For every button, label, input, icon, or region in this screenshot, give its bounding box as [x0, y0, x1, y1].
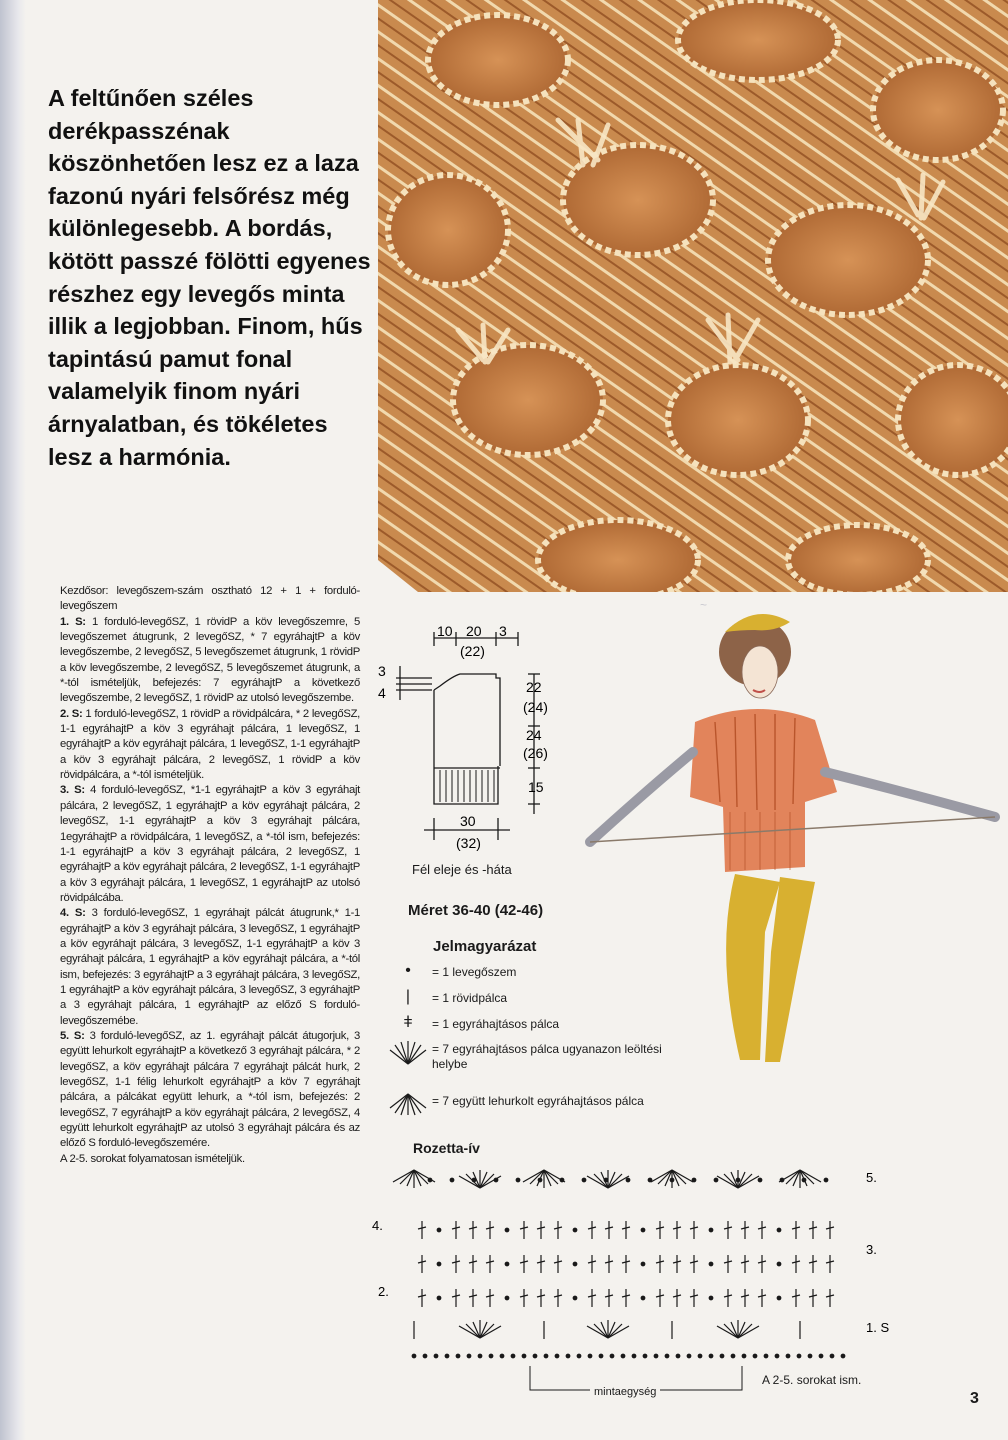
chain-stitch-mark — [437, 1262, 441, 1266]
chain-stitch-mark — [641, 1296, 645, 1300]
chain-stitch-mark — [533, 1354, 537, 1358]
chain-stitch-mark — [516, 1178, 520, 1182]
instructions — [60, 584, 360, 1167]
chain-stitch-mark — [709, 1228, 713, 1232]
legend-text: = 7 együtt lehurkolt egyráhajtásos pálca — [432, 1094, 644, 1108]
chain-stitch-mark — [566, 1354, 570, 1358]
chain-stitch-mark — [731, 1354, 735, 1358]
chain-stitch-mark — [665, 1354, 669, 1358]
chart-row-label-4: 4. — [372, 1218, 383, 1233]
chain-stitch-mark — [588, 1354, 592, 1358]
chain-stitch-mark — [830, 1354, 834, 1358]
chain-stitch-mark — [573, 1296, 577, 1300]
chain-stitch-icon: • — [405, 962, 411, 979]
chain-stitch-mark — [786, 1354, 790, 1358]
row-5 — [60, 1029, 360, 1152]
chain-stitch-mark — [500, 1354, 504, 1358]
row-1 — [60, 615, 360, 707]
chain-stitch-mark — [423, 1354, 427, 1358]
chain-stitch-mark — [764, 1354, 768, 1358]
chain-stitch-mark — [511, 1354, 515, 1358]
chain-stitch-mark — [450, 1178, 454, 1182]
chain-stitch-mark — [648, 1178, 652, 1182]
row-1-text: 1 forduló-levegőSZ, 1 rövidP a köv levegőszemre, 5 levegőszemet átugrunk, 2 levegőSZ, * 7 egyráhajtP a köv levegőszembe, 2 levegőSZ, 5 levegőszemet átugrunk, 1 rövidP a köv levegőszembe, 2 levegőSZ, 5 levegőszemet átugrunk, a *-tól ismételjük, befejezés: 7 egyráhajtP a következő levegőszembe, 2 levegőSZ, 1 rövidP az utolsó levegőszembe. — [60, 615, 360, 705]
chain-stitch-mark — [437, 1296, 441, 1300]
chain-stitch-mark — [610, 1354, 614, 1358]
schem-left-1: 3 — [378, 663, 386, 679]
row-5-label: 5. S: — [60, 1029, 85, 1042]
row-3 — [60, 783, 360, 906]
chain-stitch-mark — [698, 1354, 702, 1358]
legend-text: = 7 egyráhajtásos pálca ugyanazon leöltési helybe — [432, 1042, 662, 1071]
chain-stitch-mark — [643, 1354, 647, 1358]
start-row-text: Kezdősor: levegőszem-szám osztható 12 + 1 + forduló-levegőszem — [60, 585, 360, 613]
chain-stitch-mark — [709, 1296, 713, 1300]
chain-stitch-mark — [709, 1262, 713, 1266]
chain-stitch-mark — [437, 1228, 441, 1232]
chain-stitch-mark — [777, 1262, 781, 1266]
chain-stitch-mark — [714, 1178, 718, 1182]
chain-stitch-mark — [544, 1354, 548, 1358]
row-5-text: 3 forduló-levegőSZ, az 1. egyráhajt pálcát átugorjuk, 3 együtt lehurkolt egyráhajtP a következő 3 egyráhajt pálcára, * 2 levegőSZ, a köv egyráhajt pálcára 7 egyráhajt pálcát hurk, 2 levegőSZ, 1-1 félig lehurkolt egyráhajtP a köv 7 egyráhajt pálcára, a pálcákat együtt lehurk, a *-tól ism, befejezés: 2 levegőSZ, 7 egyráhajtP a köv egyráhajt pálcára, 2 levegőSZ, 4 együtt lehurkolt egyráhajtP az utolsó 3 egyráhajt pálcára és az előző S forduló-levegőszemére. — [60, 1029, 360, 1150]
chain-stitch-mark — [670, 1178, 674, 1182]
chain-stitch-mark — [489, 1354, 493, 1358]
chart-row-label-1: 1. S — [866, 1320, 890, 1335]
chain-stitch-mark — [692, 1178, 696, 1182]
schem-right-3: 24 — [526, 727, 542, 743]
chain-stitch-mark — [505, 1262, 509, 1266]
chart-row-label-2: 2. — [378, 1284, 389, 1299]
schem-bottom-alt: (32) — [456, 835, 481, 851]
schem-bottom: 30 — [460, 813, 476, 829]
chain-stitch-mark — [456, 1354, 460, 1358]
chain-stitch-mark — [775, 1354, 779, 1358]
chain-stitch-mark — [434, 1354, 438, 1358]
chain-stitch-mark — [626, 1178, 630, 1182]
schem-right-5: 15 — [528, 779, 544, 795]
chain-stitch-mark — [841, 1354, 845, 1358]
row-2-label: 2. S: — [60, 707, 83, 720]
repeat-label: mintaegység — [590, 1386, 660, 1398]
chain-stitch-mark — [709, 1354, 713, 1358]
crochet-photo — [378, 0, 1008, 592]
chain-stitch-mark — [676, 1354, 680, 1358]
chain-stitch-mark — [802, 1178, 806, 1182]
chain-stitch-mark — [641, 1262, 645, 1266]
schem-top-1: 10 — [437, 623, 453, 639]
chart-title: Rozetta-ív — [413, 1140, 480, 1156]
schem-left-2: 4 — [378, 685, 386, 701]
chain-stitch-mark — [505, 1228, 509, 1232]
chain-stitch-mark — [555, 1354, 559, 1358]
schem-top-alt: (22) — [460, 643, 485, 659]
repeat-note: A 2-5. sorokat ism. — [762, 1373, 862, 1387]
chain-stitch-mark — [467, 1354, 471, 1358]
chain-stitch-mark — [777, 1296, 781, 1300]
chain-stitch-mark — [632, 1354, 636, 1358]
chain-stitch-mark — [742, 1354, 746, 1358]
chain-stitch-mark — [428, 1178, 432, 1182]
chart-row-label-5: 5. — [866, 1170, 877, 1185]
single-crochet-icon: | — [405, 988, 411, 1005]
pattern-schematic — [368, 618, 568, 858]
chain-stitch-mark — [472, 1178, 476, 1182]
chain-stitch-mark — [445, 1354, 449, 1358]
row-4-text: 3 forduló-levegőSZ, 1 egyráhajt pálcát átugrunk,* 1-1 egyráhajtP a köv 3 egyráhajt pálcára, 3 levegőSZ, 1 egyráhajtP a köv egyráhajt pálcára, 3 levegőSZ, 1-1 egyráhajtP a köv 3 egyráhajt pálcára, 1 egyráhajtP a köv egyráhajt pálcára, a *-tól ism, befejezés: 3 egyráhajtP a 3 egyráhajt pálcára, 3 levegőSZ, 1 egyráhajtP a köv egyráhajt pálcára, 3 levegőSZ, 3 egyráhajtP a 3 egyráhajt pálcára, 1 egyráhajtP az előző S forduló-levegőszemébe. — [60, 907, 361, 1027]
ghost-text: ~ — [700, 598, 708, 612]
fan-up-icon — [384, 1040, 432, 1071]
schem-right-2: (24) — [523, 699, 548, 715]
row-3-text: 4 forduló-levegőSZ, *1-1 egyráhajtP a köv 3 egyráhajt pálcára, 2 levegőSZ, 1 egyráhajtP a köv egyráhajt pálcára, 2 levegőSZ, 1-1 egyráhajtP a köv 3 egyráhajt pálcára, 1egyráhajtP a rövidpálcára, 1 levegőSZ, a *-tól ism, befejezés: 1-1 egyráhajtP a köv 3 egyráhajt pálcára, 2 levegőSZ, 1 egyráhajtP a köv egyráhajt pálcára, 2 levegőSZ, 1-1 egyráhajtP a köv 3 egyráhajt pálcára, 1 levegőSZ, 1 egyráhajtP az utolsó rövidpálcába. — [60, 784, 361, 904]
schem-top-3: 3 — [499, 623, 507, 639]
chain-stitch-mark — [494, 1178, 498, 1182]
legend-title: Jelmagyarázat — [433, 938, 537, 955]
chain-stitch-mark — [599, 1354, 603, 1358]
schem-right-4: (26) — [523, 745, 548, 761]
row-3-label: 3. S: — [60, 784, 85, 797]
schem-right-1: 22 — [526, 679, 542, 695]
fan-down-icon — [384, 1090, 432, 1121]
chain-stitch-mark — [505, 1296, 509, 1300]
chain-stitch-mark — [573, 1262, 577, 1266]
chain-stitch-mark — [577, 1354, 581, 1358]
chain-stitch-mark — [654, 1354, 658, 1358]
chain-stitch-mark — [758, 1178, 762, 1182]
chain-stitch-mark — [777, 1228, 781, 1232]
chain-stitch-mark — [573, 1228, 577, 1232]
chain-stitch-mark — [478, 1354, 482, 1358]
chain-stitch-mark — [797, 1354, 801, 1358]
legend-text: = 1 levegőszem — [432, 965, 517, 979]
chain-stitch-mark — [736, 1178, 740, 1182]
row-2 — [60, 707, 360, 784]
chain-stitch-mark — [819, 1354, 823, 1358]
crochet-chart — [370, 1158, 890, 1403]
chain-stitch-mark — [604, 1178, 608, 1182]
row-4 — [60, 906, 360, 1029]
chain-stitch-mark — [687, 1354, 691, 1358]
chain-stitch-mark — [560, 1178, 564, 1182]
chain-stitch-mark — [522, 1354, 526, 1358]
size-title: Méret 36-40 (42-46) — [408, 902, 544, 919]
double-crochet-icon: ǂ — [403, 1014, 413, 1031]
legend-text: = 1 egyráhajtásos pálca — [432, 1017, 560, 1031]
page-edge — [0, 0, 26, 1440]
chain-stitch-mark — [412, 1354, 416, 1358]
chain-stitch-mark — [780, 1178, 784, 1182]
chain-stitch-mark — [641, 1228, 645, 1232]
fashion-illustration — [575, 592, 1008, 1062]
intro-text: A feltűnően széles derékpasszénak köszönhetően lesz ez a laza fazonú nyári felsőrész még különlegesebb. A bordás, kötött passzé fölötti egyenes részhez egy levegős minta illik a legjobban. Finom, hűs tapintású pamut fonal valamelyik finom nyári árnyalatban, és tökéletes lesz a harmónia. — [48, 85, 371, 470]
legend-text: = 1 rövidpálca — [432, 991, 508, 1005]
chain-stitch-mark — [621, 1354, 625, 1358]
schematic-caption: Fél eleje és -háta — [412, 862, 512, 877]
chain-stitch-mark — [720, 1354, 724, 1358]
chain-stitch-mark — [753, 1354, 757, 1358]
row-4-label: 4. S: — [60, 907, 86, 920]
chart-row-label-3: 3. — [866, 1242, 877, 1257]
row-2-text: 1 forduló-levegőSZ, 1 rövidP a rövidpálcára, * 2 levegőSZ, 1-1 egyráhajtP a köv 3 egyráhajt pálcára, 1 levegőSZ, 1 egyráhajtP a köv egyráhajt pálcára, 1 levegőSZ, 1-1 egyráhajtP a köv 3 egyráhajt pálcára, 2 levegőSZ, 1 rövidP a köv rövidpálcára, a *-tól ismételjük. — [60, 707, 361, 782]
chain-stitch-mark — [808, 1354, 812, 1358]
page-number: 3 — [970, 1390, 979, 1407]
end-text: A 2-5. sorokat folyamatosan ismételjük. — [60, 1152, 245, 1165]
chain-stitch-mark — [582, 1178, 586, 1182]
chain-stitch-mark — [824, 1178, 828, 1182]
row-1-label: 1. S: — [60, 615, 86, 628]
chain-stitch-mark — [538, 1178, 542, 1182]
schem-top-2: 20 — [466, 623, 482, 639]
